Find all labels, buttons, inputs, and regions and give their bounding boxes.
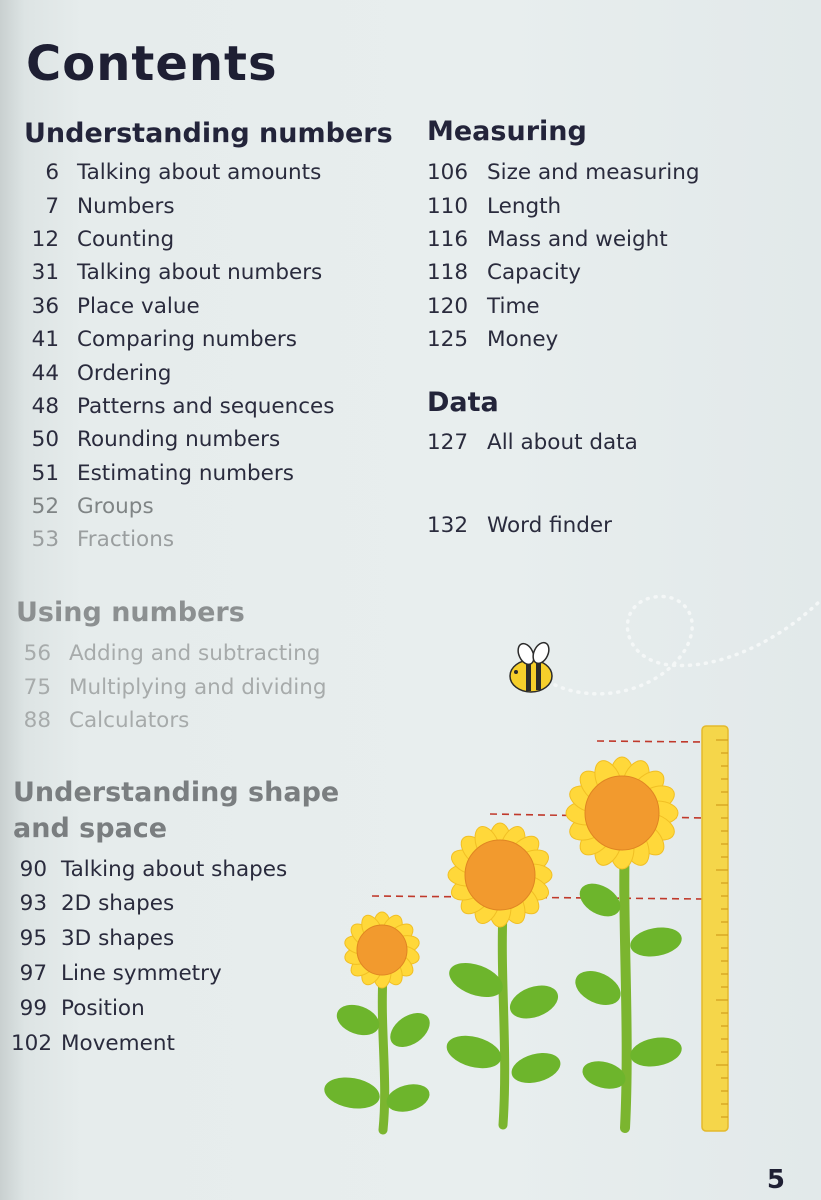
entry-page: 41 xyxy=(31,327,59,353)
entry-label: Line symmetry xyxy=(61,961,222,987)
entry-label: Position xyxy=(61,996,145,1022)
entry-label: Groups xyxy=(77,494,154,520)
entry-label: Rounding numbers xyxy=(77,427,281,453)
entry-label: 3D shapes xyxy=(61,926,175,952)
page-number: 5 xyxy=(766,1165,785,1195)
entry-page: 44 xyxy=(31,360,59,386)
entry-page: 110 xyxy=(427,193,469,219)
entry-label: Length xyxy=(487,193,562,219)
entry-page: 93 xyxy=(19,891,47,917)
entry-label: All about data xyxy=(487,429,638,455)
entry-page: 36 xyxy=(31,293,59,319)
entry-label: Comparing numbers xyxy=(77,327,297,353)
entry-page: 31 xyxy=(31,260,59,286)
entry-page: 116 xyxy=(427,226,469,252)
entry-page: 53 xyxy=(31,527,59,553)
entry-label: Place value xyxy=(77,293,200,319)
entry-page: 127 xyxy=(427,429,469,455)
heading-line: and space xyxy=(13,813,168,844)
entry-page: 99 xyxy=(19,996,47,1022)
entry-label: Money xyxy=(487,327,559,353)
entry-page: 95 xyxy=(19,926,47,952)
heading-line: Understanding shape xyxy=(13,777,340,808)
entry-page: 48 xyxy=(31,393,59,419)
entry-label: Talking about amounts xyxy=(77,160,322,186)
bee-icon xyxy=(510,640,552,692)
entry-page: 97 xyxy=(19,961,47,987)
entry-page: 75 xyxy=(23,674,51,700)
entry-label: Time xyxy=(487,293,540,319)
entry-page: 52 xyxy=(31,494,59,520)
sunflower-icon xyxy=(322,912,436,1130)
entry-label: Counting xyxy=(77,226,175,252)
entry-label: Multiplying and dividing xyxy=(69,674,327,700)
section-heading: Measuring xyxy=(427,116,587,147)
entry-label: Patterns and sequences xyxy=(77,393,335,419)
entry-label: Numbers xyxy=(77,193,175,219)
entry-page: 102 xyxy=(11,1031,53,1057)
bee-trail xyxy=(555,597,821,694)
entry-label: Fractions xyxy=(77,527,175,553)
sunflower-icon xyxy=(566,757,684,1128)
section-heading-data: Data xyxy=(427,387,499,419)
entry-page: 6 xyxy=(45,160,59,186)
ruler-icon xyxy=(702,726,728,1131)
entry-label: 2D shapes xyxy=(61,891,175,917)
entry-page: 118 xyxy=(427,260,469,286)
sunflower-icon xyxy=(443,823,564,1125)
entry-page: 88 xyxy=(23,707,51,733)
entry-page: 7 xyxy=(45,193,59,219)
entry-page: 56 xyxy=(23,641,51,667)
section-heading: Understanding numbers xyxy=(24,118,393,149)
entry-label: Calculators xyxy=(69,707,190,733)
entry-label: Size and measuring xyxy=(487,160,700,186)
entry-page: 125 xyxy=(427,327,469,353)
entry-page: 51 xyxy=(31,460,59,486)
entry-page: 12 xyxy=(31,226,59,252)
entry-label: Word finder xyxy=(487,512,612,538)
entry-page: 50 xyxy=(31,427,59,453)
entry-page: 106 xyxy=(427,160,469,186)
entry-label: Talking about numbers xyxy=(77,260,323,286)
entry-label: Mass and weight xyxy=(487,226,668,252)
entry-label: Ordering xyxy=(77,360,172,386)
section-heading: Using numbers xyxy=(16,597,245,628)
entry-label: Movement xyxy=(61,1031,175,1057)
entry-label: Estimating numbers xyxy=(77,460,294,486)
entry-label: Talking about shapes xyxy=(61,857,288,883)
page-title: Contents xyxy=(26,36,278,92)
entry-page: 90 xyxy=(19,857,47,883)
entry-page: 132 xyxy=(427,512,469,538)
entry-page: 120 xyxy=(427,293,469,319)
entry-label: Adding and subtracting xyxy=(69,641,321,667)
entry-label: Capacity xyxy=(487,260,581,286)
